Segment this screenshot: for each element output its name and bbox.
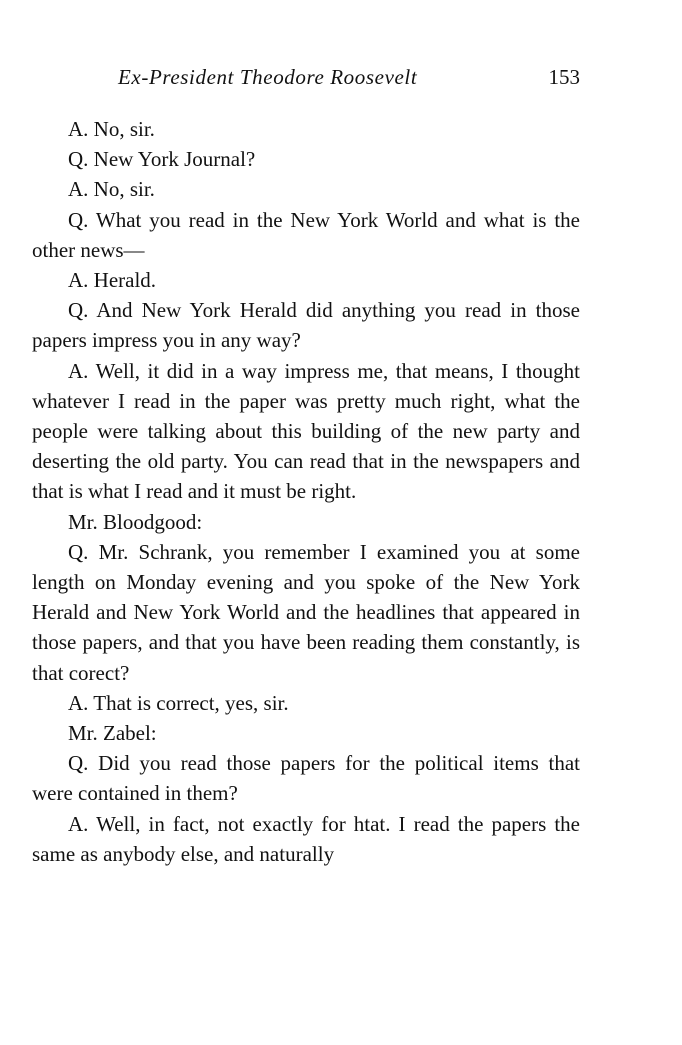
transcript-body xyxy=(32,114,580,869)
question-paragraph: Q. New York Journal? xyxy=(68,147,256,172)
answer-paragraph: A. Well, it did in a way impress me, that means, I thought whatever I read in the paper was pretty much right, what the people were talking about this building of the new party and deserting the old party. You can read that in the newspapers and that is what I read and it must be right. xyxy=(32,358,580,504)
speaker-label: Mr. Zabel: xyxy=(68,721,157,746)
running-head xyxy=(32,62,580,98)
answer-paragraph: A. Well, in fact, not exactly for htat. I read the papers the same as anybody else, and naturally xyxy=(32,811,580,866)
question-paragraph: Q. What you read in the New York World and what is the other news— xyxy=(32,207,580,262)
page-number: 153 xyxy=(548,65,580,89)
question-paragraph: Q. Mr. Schrank, you remember I examined you at some length on Monday evening and you spoke of the New York Herald and New York World and the headlines that appeared in those papers, and that you have been reading them constantly, is that corect? xyxy=(32,539,580,685)
answer-paragraph: A. Herald. xyxy=(68,268,157,293)
answer-paragraph: A. No, sir. xyxy=(68,177,155,202)
book-page xyxy=(32,62,580,869)
answer-paragraph: A. No, sir. xyxy=(68,117,155,141)
running-title: Ex-President Theodore Roosevelt xyxy=(118,65,418,89)
question-paragraph: Q. Did you read those papers for the political items that were contained in them? xyxy=(32,751,580,806)
speaker-label: Mr. Bloodgood: xyxy=(68,509,203,534)
answer-paragraph: A. That is correct, yes, sir. xyxy=(68,690,289,715)
question-paragraph: Q. And New York Herald did anything you read in those papers impress you in any way? xyxy=(32,298,580,353)
